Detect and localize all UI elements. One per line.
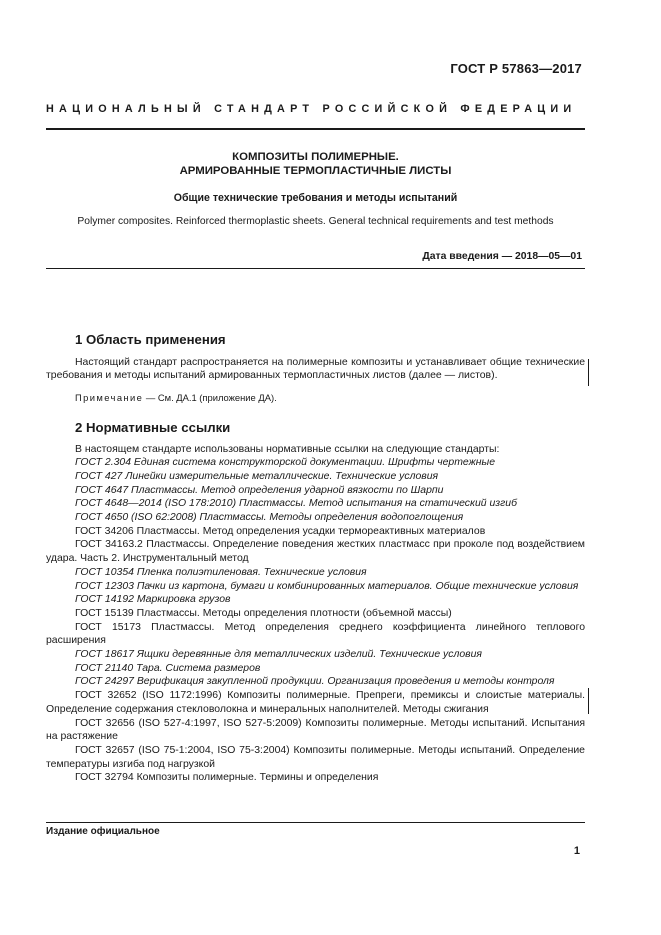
document-code: ГОСТ Р 57863—2017 — [450, 61, 582, 76]
reference-item: ГОСТ 32656 (ISO 527-4:1997, ISO 527-5:2009) Композиты полимерные. Методы испытаний. Испытания на растяжение — [46, 717, 585, 743]
reference-item: ГОСТ 4648—2014 (ISO 178:2010) Пластмассы. Метод испытания на статический изгиб — [75, 498, 517, 510]
reference-item: ГОСТ 34206 Пластмассы. Метод определения усадки термореактивных материалов — [75, 525, 486, 537]
reference-item: ГОСТ 12303 Пачки из картона, бумаги и комбинированных материалов. Общие технические условия — [75, 580, 579, 592]
reference-item: ГОСТ 4650 (ISO 62:2008) Пластмассы. Методы определения водопоглощения — [75, 512, 464, 524]
change-bar — [588, 359, 589, 386]
footer-rule — [46, 822, 585, 823]
normative-references-list — [46, 456, 585, 785]
reference-item: ГОСТ 32657 (ISO 75-1:2004, ISO 75-3:2004) Композиты полимерные. Методы испытаний. Определение температуры изгиба под нагрузкой — [46, 744, 585, 770]
section-1-text: Настоящий стандарт распространяется на полимерные композиты и устанавливает общие технические требования и методы испытаний армированных термопластичных листов (далее — листов). — [46, 356, 585, 382]
document-subtitle: Общие технические требования и методы испытаний — [173, 192, 458, 204]
english-title: Polymer composites. Reinforced thermoplastic sheets. General technical requirements and test methods — [77, 216, 554, 227]
national-standard-banner: НАЦИОНАЛЬНЫЙ СТАНДАРТ РОССИЙСКОЙ ФЕДЕРАЦИИ — [46, 103, 577, 115]
main-content — [46, 333, 585, 785]
reference-item: ГОСТ 10354 Пленка полиэтиленовая. Технические условия — [75, 566, 367, 578]
reference-item: ГОСТ 4647 Пластмассы. Метод определения ударной вязкости по Шарпи — [75, 484, 444, 496]
reference-item: ГОСТ 24297 Верификация закупленной продукции. Организация проведения и методы контроля — [75, 676, 555, 688]
reference-item: ГОСТ 18617 Ящики деревянные для металлических изделий. Технические условия — [75, 649, 483, 661]
title-block-rule — [46, 268, 585, 269]
reference-item: ГОСТ 2.304 Единая система конструкторской документации. Шрифты чертежные — [75, 457, 496, 469]
header-rule — [46, 128, 585, 130]
reference-item: ГОСТ 21140 Тара. Система размеров — [75, 662, 261, 674]
reference-item: ГОСТ 14192 Маркировка грузов — [75, 594, 231, 606]
note-label: Примечание — [75, 392, 144, 404]
official-edition-label: Издание официальное — [46, 826, 160, 837]
document-title — [46, 150, 585, 178]
reference-item: ГОСТ 32794 Композиты полимерные. Термины и определения — [75, 772, 379, 784]
reference-item: ГОСТ 34163.2 Пластмассы. Определение поведения жестких пластмасс при проколе под воздействием удара. Часть 2. Инструментальный метод — [46, 539, 585, 565]
title-line-2: АРМИРОВАННЫЕ ТЕРМОПЛАСТИЧНЫЕ ЛИСТЫ — [179, 165, 452, 177]
reference-item: ГОСТ 32652 (ISO 1172:1996) Композиты полимерные. Препреги, премиксы и слоистые материалы. Определение содержания стекловолокна и минеральных наполнителей. Методы сжигания — [46, 690, 585, 715]
section-1-note — [75, 391, 585, 405]
reference-item: ГОСТ 427 Линейки измерительные металлические. Технические условия — [75, 470, 439, 482]
reference-item: ГОСТ 15173 Пластмассы. Метод определения среднего коэффициента линейного теплового расширения — [46, 621, 585, 647]
section-2-heading: 2 Нормативные ссылки — [75, 419, 231, 435]
reference-item: ГОСТ 15139 Пластмассы. Методы определения плотности (объемной массы) — [75, 607, 452, 619]
title-line-1: КОМПОЗИТЫ ПОЛИМЕРНЫЕ. — [232, 151, 399, 163]
section-1-heading: 1 Область применения — [75, 332, 226, 347]
page-number: 1 — [573, 845, 580, 857]
change-bar — [588, 688, 589, 714]
introduction-date: Дата введения — 2018—05—01 — [422, 251, 582, 262]
note-text: — См. ДА.1 (приложение ДА). — [143, 392, 277, 404]
section-2-intro: В настоящем стандарте использованы нормативные ссылки на следующие стандарты: — [75, 443, 500, 455]
